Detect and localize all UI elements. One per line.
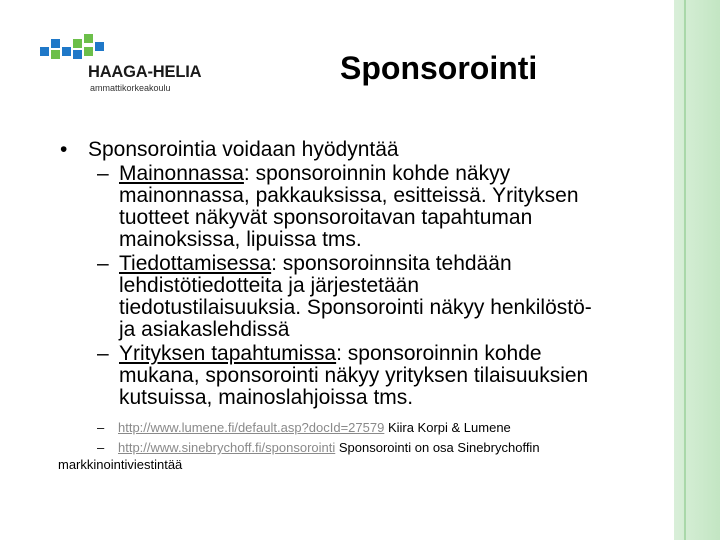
sub-item-line: mukana, sponsorointi näkyy yrityksen tilaisuuksien [119,364,589,387]
dash-icon: – [97,162,109,185]
bullet-item [60,139,660,161]
sub-item-line: : sponsoroinnin kohde [336,342,542,365]
decorative-side-stripe [674,0,720,540]
reference-item-sinebrychoff [58,439,660,473]
dash-icon: – [97,440,105,455]
reference-text: Kiira Korpi & Lumene [384,420,511,435]
sub-item-line: mainoksissa, lipuissa tms. [119,228,362,251]
sub-item-term: Mainonnassa [119,162,244,185]
sub-item-line: : sponsoroinnsita tehdään [271,252,512,275]
dash-icon: – [97,420,105,435]
sub-item-tiedottamisessa [60,253,660,341]
sub-item-term: Yrityksen tapahtumissa [119,342,337,365]
sub-item-line: ja asiakaslehdissä [119,318,290,341]
dash-icon: – [97,342,109,365]
sub-item-line: : sponsoroinnin kohde näkyy [243,162,511,185]
haaga-helia-logo [40,34,220,94]
bullet-text: Sponsorointia voidaan hyödyntää [88,138,399,161]
slide-body [60,139,660,473]
reference-link-lumene[interactable]: http://www.lumene.fi/default.asp?docId=27579 [118,420,385,435]
reference-link-sinebrychoff[interactable]: http://www.sinebrychoff.fi/sponsorointi [118,440,336,455]
logo-wordmark: HAAGA-HELIA [88,63,202,81]
logo-tagline: ammattikorkeakoulu [90,83,171,93]
reference-text-continued: markkinointiviestintää [58,457,183,472]
sub-item-line: lehdistötiedotteita ja järjestetään [119,274,420,297]
slide-title: Sponsorointi [340,50,538,86]
dash-icon: – [97,252,109,275]
sub-item-line: kutsuissa, mainoslahjoissa tms. [119,386,414,409]
reference-item-lumene [58,419,660,436]
sub-item-term: Tiedottamisessa [119,252,272,275]
sub-item-yrityksen-tapahtumissa [60,343,660,409]
sub-item-line: tiedotustilaisuuksia. Sponsorointi näkyy henkilöstö- [119,296,592,319]
sub-item-line: tuotteet näkyvät sponsoroitavan tapahtuman [119,206,533,229]
sub-item-line: mainonnassa, pakkauksissa, esitteissä. Yrityksen [119,184,579,207]
sub-item-mainonnassa [60,163,660,251]
bullet-icon: • [60,138,68,161]
reference-text: Sponsorointi on osa Sinebrychoffin [335,440,540,455]
